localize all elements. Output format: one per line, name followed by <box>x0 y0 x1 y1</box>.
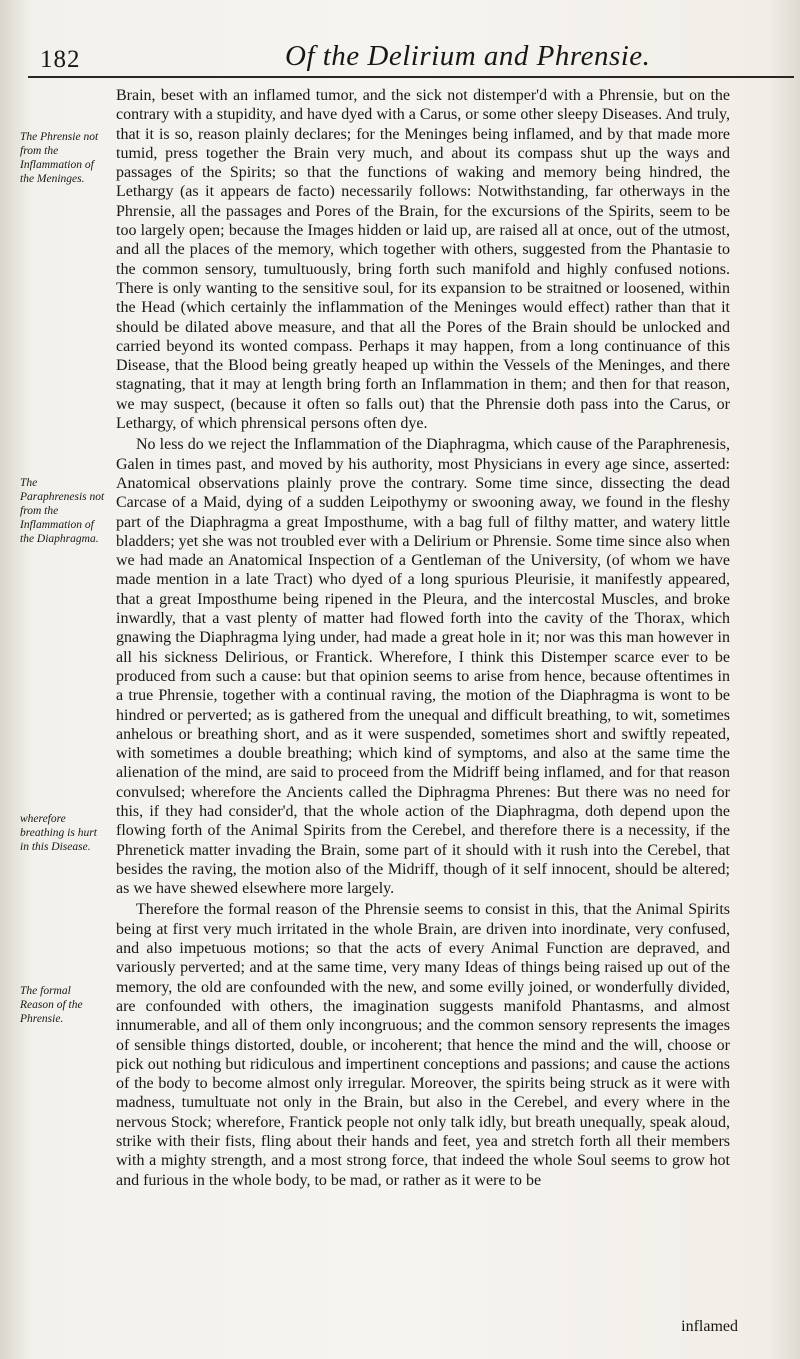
page-header <box>0 0 800 84</box>
paragraph: No less do we reject the Inflammation of the Diaphragma, which cause of the Paraphrenesis, Galen in times past, and moved by his authority, most Physicians in every age since, asserted: Anatomical observations plainly prove the contrary. Some time since, dissecting the dead Carcase of a Maid, dying of a sudden Leipothymy or swooning away, we found in the fleshy part of the Diaphragma a great Imposthume, with a bag full of filthy matter, and watery little bladders; yet she was not troubled ever with a Delirium or Phrensie. Some time since also when we had made an Anatomical Inspection of a Gentleman of the University, (of whom we have made mention in a late Tract) who dyed of a long spurious Pleurisie, it manifestly appeared, that a great Imposthume being ripened in the Pleura, and the intercostal Muscles, and broke inwardly, that a vast plenty of matter had flowed forth into the cavity of the Thorax, which gnawing the Diaphragma lying under, had made a great hole in it; nor was this man however in all his sickness Delirious, or Frantick. Wherefore, I think this Distemper scarce ever to be produced from such a cause: but that opinion seems to arise from hence, because oftentimes in a true Phrensie, together with a continual raving, the motion of the Diaphragma is wont to be hindred or perverted; as is gathered from the unequal and difficult breathing, to wit, sometimes anhelous or breathing short, and as it were suspended, sometimes short and swiftly repeated, with sometimes a double breathing; which kind of symptoms, and also at the same time the alienation of the mind, are said to proceed from the Midriff being inflamed, and for that reason convulsed; wherefore the Ancients called the Diphragma Phrenes: But there was no need for this, if they had consider'd, that the whole action of the Diaphragma, doth depend upon the flowing forth of the Animal Spirits from the Cerebel, and therefore there is a necessity, if the Phrenetick matter invading the Brain, some part of it should with it rush into the Cerebel, that besides the raving, the motion also of the Midriff, though of it self innocent, should be altered; as we have shewed elsewhere more largely. <box>116 436 730 898</box>
margin-note: The Paraphrenesis not from the Inflammation of the Diaphragma. <box>20 477 105 545</box>
margin-note: The formal Reason of the Phrensie. <box>20 985 83 1025</box>
body-text <box>116 86 730 1190</box>
running-title: Of the Delirium and Phrensie. <box>285 40 651 72</box>
paragraph: Brain, beset with an inflamed tumor, and the sick not distemper'd with a Phrensie, but on the contrary with a stupidity, and have dyed with a Carus, or some other sleepy Diseases. And truly, that it is so, reason plainly declares; for the Meninges being inflamed, and by that made more tumid, press together the Brain very much, and about its compass shut up the ways and passages of the Spirits; so that the functions of waking and memory being hindred, the Lethargy (as it appears de facto) necessarily follows: Notwithstanding, far otherways in the Phrensie, all the passages and Pores of the Brain, for the excursions of the Spirits, seem to be too largely open; because the Images hidden or laid up, are raised all at once, out of the utmost, and all the places of the memory, which together with others, suggested from the Phantasie to the common sensory, tumultuously, bring forth such manifold and highly confused notions. There is only wanting to the sensitive soul, for its expansion to be straitned or loosened, within the Head (which certainly the inflammation of the Meninges would effect) rather than that it should be dilated above measure, and that all the Pores of the Brain should be unlocked and carried beyond its wonted compass. Perhaps it may happen, from a long continuance of this Disease, that the Blood being greatly heaped up within the Vessels of the Meninges, and there stagnating, that it may at length bring forth an Inflammation in them; and then for that reason, we may suspect, (because it often so falls out) that the Phrensie doth pass into the Carus, or Lethargy, of which phrensical persons often dye. <box>116 87 730 433</box>
margin-notes <box>0 0 110 1359</box>
paragraph: Therefore the formal reason of the Phrensie seems to consist in this, that the Animal Spirits being at first very much irritated in the whole Brain, are driven into inordinate, very confused, and also impetuous motions; so that the acts of every Animal Function are depraved, and variously perverted; and at the same time, very many Ideas of things being raised up out of the memory, the old are confounded with the new, and some evilly joined, or wonderfully divided, are confounded with others, the imagination suggests manifold Phantasms, and almost innumerable, and all of them only incongruous; and the common sensory represents the images of sensible things distorted, double, or incoherent; that hence the mind and the will, choose or pick out nothing but ridiculous and impertinent conceptions and passions; and cause the actions of the body to become almost only irregular. Moreover, the spirits being struck as it were with madness, tumultuate not only in the Brain, but also in the Cerebel, and every where in the nervous Stock; wherefore, Frantick people not only talk idly, but breath unequally, speak aloud, strike with their fists, fling about their hands and feet, yea and stretch forth all their members with a mighty strength, and a most strong force, that indeed the whole Soul seems to grow hot and furious in the whole body, to be mad, or rather as it were to be <box>116 901 730 1189</box>
page-number: 182 <box>40 46 81 73</box>
header-rule <box>28 76 794 78</box>
catchword: inflamed <box>681 1318 738 1335</box>
margin-note: wherefore breathing is hurt in this Disease. <box>20 813 97 853</box>
margin-note: The Phrensie not from the Inflammation of the Meninges. <box>20 131 99 185</box>
